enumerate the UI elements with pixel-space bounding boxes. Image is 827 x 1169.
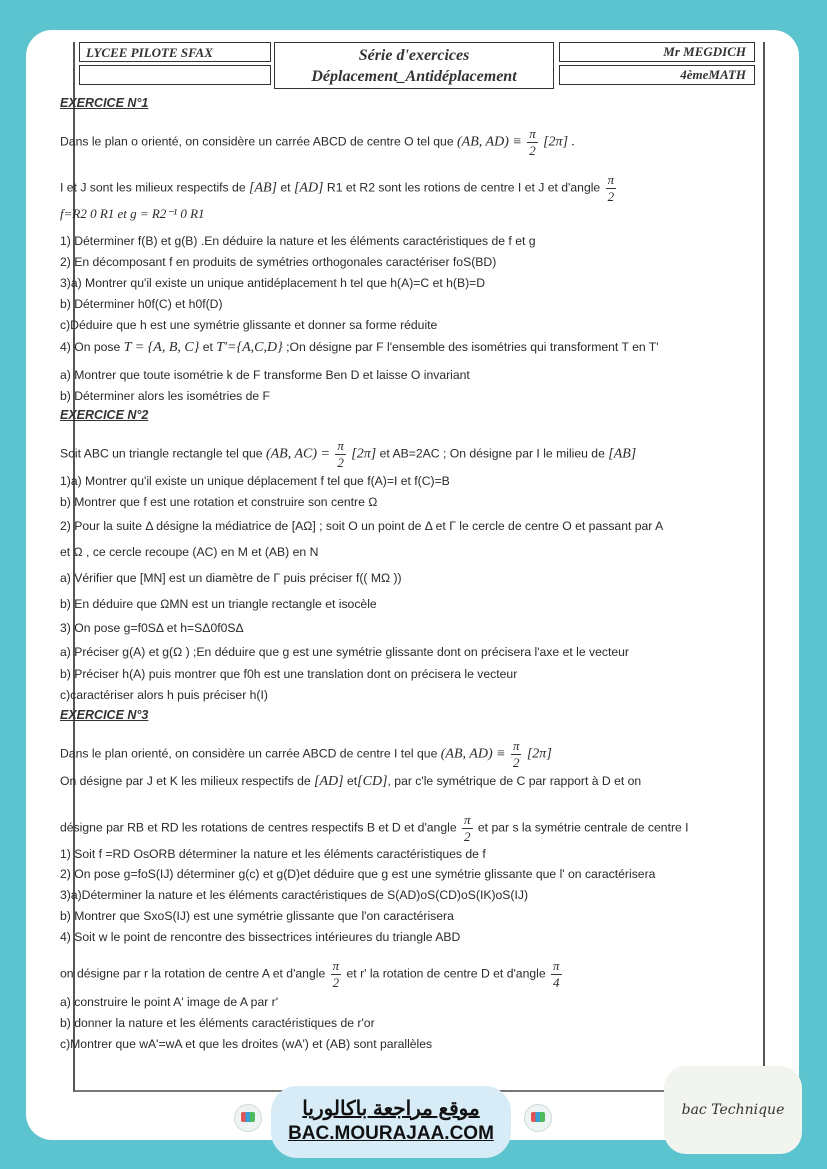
ex3-question-4: 4) Soit w le point de rencontre des bissectrices intérieures du triangle ABD xyxy=(60,930,461,944)
ex3-intro-text-3: , par c'le symétrique de C par rapport à D et on xyxy=(387,774,642,788)
ex3-intro xyxy=(60,738,552,771)
ex2-intro xyxy=(60,438,636,471)
site-banner[interactable] xyxy=(271,1086,511,1158)
ex2-question-2: 2) Pour la suite Δ désigne la médiatrice de [AΩ] ; soit O un point de Δ et Γ le cercle de centre O et passant par A xyxy=(60,519,664,533)
segment-ad: [AD] xyxy=(314,774,344,789)
ex1-question-4b: b) Déterminer alors les isométries de F xyxy=(60,389,270,403)
school-name: LYCEE PILOTE SFAX xyxy=(86,45,213,60)
ex2-angle-formula: (AB, AC) = xyxy=(265,446,330,462)
set-t: T = {A, B, C} xyxy=(123,340,200,355)
ex1-question-2: 2) En décomposant f en produits de symétries orthogonales caractériser foS(BD) xyxy=(60,255,497,269)
ex3-question-3a: 3)a)Déterminer la nature et les éléments caractéristiques de S(AD)oS(CD)oS(IK)oS(IJ) xyxy=(60,888,529,902)
mod-2pi: [2π] . xyxy=(543,134,576,150)
header-title-box xyxy=(274,42,554,89)
ex1-midpoints: I et J sont les milieux respectifs de [AB] et [AD] R1 et R2 sont les rotions de centre I et J et d'angle $\frac{\pi}{2}$ xyxy=(60,172,615,204)
header-level-box xyxy=(559,65,755,85)
ex2-question-2c: a) Vérifier que [MN] est un diamètre de Γ puis préciser f(( MΩ )) xyxy=(60,571,402,585)
bac-technique-badge: bac Technique xyxy=(664,1066,802,1154)
ex1-question-1: 1) Déterminer f(B) et g(B) .En déduire la nature et les éléments caractéristiques de f et g xyxy=(60,234,536,248)
ex3-question-4-rotations xyxy=(60,958,564,991)
ex2-question-3: 3) On pose g=f0SΔ et h=SΔ0f0SΔ xyxy=(60,621,244,635)
ex3-rotation-r-text: on désigne par r la rotation de centre A et d'angle xyxy=(60,966,326,981)
ex2-question-3c: c)caractériser alors h puis préciser h(I) xyxy=(60,688,268,702)
pi-over-2-fraction: $\frac{\pi}{2}$ xyxy=(337,438,344,470)
ex1-midpoints-text: I et J sont les milieux respectifs de xyxy=(60,180,246,195)
segment-ad: [AD] xyxy=(293,180,324,196)
series-title: Série d'exercices xyxy=(358,47,470,64)
pi-over-2-fraction: $\frac{\pi}{2}$ xyxy=(332,958,340,990)
site-url-link[interactable]: BAC.MOURAJAA.COM xyxy=(288,1123,494,1144)
ex1-question-4: 4) On pose T = {A, B, C} et T'={A,C,D} ;On désigne par F l'ensemble des isométries qui transforment T en T' xyxy=(60,340,659,355)
ex1-question-4-text: ;On désigne par F l'ensemble des isométries qui transforment T en T' xyxy=(286,340,659,354)
ex3-question-4a: a) construire le point A' image de A par r' xyxy=(60,995,279,1009)
pi-over-2-fraction: $\frac{\pi}{2}$ xyxy=(463,812,471,844)
ex1-question-3c: c)Déduire que h est une symétrie glissante et donner sa forme réduite xyxy=(60,318,438,332)
ex2-question-2b: et Ω , ce cercle recoupe (AC) en M et (AB) en N xyxy=(60,545,319,559)
ex3-intro-3 xyxy=(60,812,689,845)
exercise-1-title: EXERCICE N°1 xyxy=(60,96,149,110)
header-teacher-box xyxy=(559,42,755,62)
ex1-angle-formula: (AB, AD) ≡ xyxy=(457,134,522,150)
ex1-question-3b: b) Déterminer h0f(C) et h0f(D) xyxy=(60,297,223,311)
ex3-intro-text: Dans le plan orienté, on considère un carrée ABCD de centre I tel que xyxy=(60,746,438,761)
pi-over-2-fraction: $\frac{\pi}{2}$ xyxy=(529,126,536,158)
ex1-intro-text: Dans le plan o orienté, on considère un carrée ABCD de centre O tel que xyxy=(60,134,454,149)
exercise-3-title: EXERCICE N°3 xyxy=(60,708,149,722)
teacher-name: Mr MEGDICH xyxy=(663,44,746,59)
series-subtitle: Déplacement_Antidéplacement xyxy=(311,68,517,85)
ex2-intro-text: Soit ABC un triangle rectangle tel que xyxy=(60,446,263,461)
ex1-question-3a: 3)a) Montrer qu'il existe un unique antidéplacement h tel que h(A)=C et h(B)=D xyxy=(60,276,486,290)
segment-cd: [CD] xyxy=(357,774,388,789)
exercise-2-title: EXERCICE N°2 xyxy=(60,408,149,422)
ex2-question-3b: b) Préciser h(A) puis montrer que f0h est une translation dont on précisera le vecteur xyxy=(60,667,518,681)
ex3-midpoints-text: On désigne par J et K les milieux respectifs de xyxy=(60,774,311,788)
set-t-prime: T'={A,C,D} xyxy=(216,340,283,355)
ex3-angle-formula: (AB, AD) ≡ xyxy=(440,746,506,762)
site-logo-icon xyxy=(234,1104,262,1132)
ex3-symmetry-text: et par s la symétrie centrale de centre I xyxy=(477,820,689,835)
ex1-definition: f=R2 0 R1 et g = R2⁻¹ 0 R1 xyxy=(60,206,205,221)
class-level: 4èmeMATH xyxy=(680,67,746,82)
ex2-question-2d: b) En déduire que ΩMN est un triangle rectangle et isocèle xyxy=(60,597,377,611)
ex3-rotation-r-prime-text: et r' la rotation de centre D et d'angle xyxy=(346,966,546,981)
ex2-question-1a: 1)a) Montrer qu'il existe un unique déplacement f tel que f(A)=I et f(C)=B xyxy=(60,474,450,488)
pi-over-2-fraction: $\frac{\pi}{2}$ xyxy=(607,172,615,204)
site-name-arabic[interactable]: موقع مراجعة باكالوريا xyxy=(302,1098,480,1120)
ex3-question-2: 2) On pose g=foS(IJ) déterminer g(c) et g(D)et déduire que g est une symétrie glissante que l' on caractérisera xyxy=(60,867,656,881)
site-logo-icon xyxy=(524,1104,552,1132)
pi-over-4-fraction: $\frac{\pi}{4}$ xyxy=(553,958,560,990)
ex3-question-3b: b) Montrer que SxoS(IJ) est une symétrie glissante que l'on caractérisera xyxy=(60,909,454,923)
ex3-intro-2: On désigne par J et K les milieux respectifs de [AD] et[CD], par c'le symétrique de C par rapport à D et on xyxy=(60,774,642,789)
ex3-question-1: 1) Soit f =RD OsORB déterminer la nature et les éléments caractéristiques de f xyxy=(60,847,486,861)
ex2-question-3a: a) Préciser g(A) et g(Ω ) ;En déduire que g est une symétrie glissante dont on précisera l'axe et le vecteur xyxy=(60,645,629,659)
ex2-intro-text-2: et AB=2AC ; On désigne par I le milieu de xyxy=(379,446,605,461)
header-empty-box xyxy=(79,65,271,85)
header-school-box xyxy=(79,42,271,62)
segment-ab: [AB] xyxy=(608,446,637,462)
mod-2pi: [2π] xyxy=(526,746,552,762)
ex1-question-4a: a) Montrer que toute isométrie k de F transforme Ben D et laisse O invariant xyxy=(60,368,470,382)
pi-over-2-fraction: $\frac{\pi}{2}$ xyxy=(512,738,520,770)
ex1-intro xyxy=(60,126,575,159)
ex3-rotations-text: désigne par RB et RD les rotations de centres respectifs B et D et d'angle xyxy=(60,820,457,835)
mod-2pi: [2π] xyxy=(351,446,377,462)
ex3-question-4c: c)Montrer que wA'=wA et que les droites (wA') et (AB) sont parallèles xyxy=(60,1037,433,1051)
ex2-question-1b: b) Montrer que f est une rotation et construire son centre Ω xyxy=(60,495,378,509)
ex3-question-4b: b) donner la nature et les éléments caractéristiques de r'or xyxy=(60,1016,375,1030)
ex1-rotations-text: R1 et R2 sont les rotions de centre I et J et d'angle xyxy=(326,180,601,195)
segment-ab: [AB] xyxy=(249,180,277,196)
